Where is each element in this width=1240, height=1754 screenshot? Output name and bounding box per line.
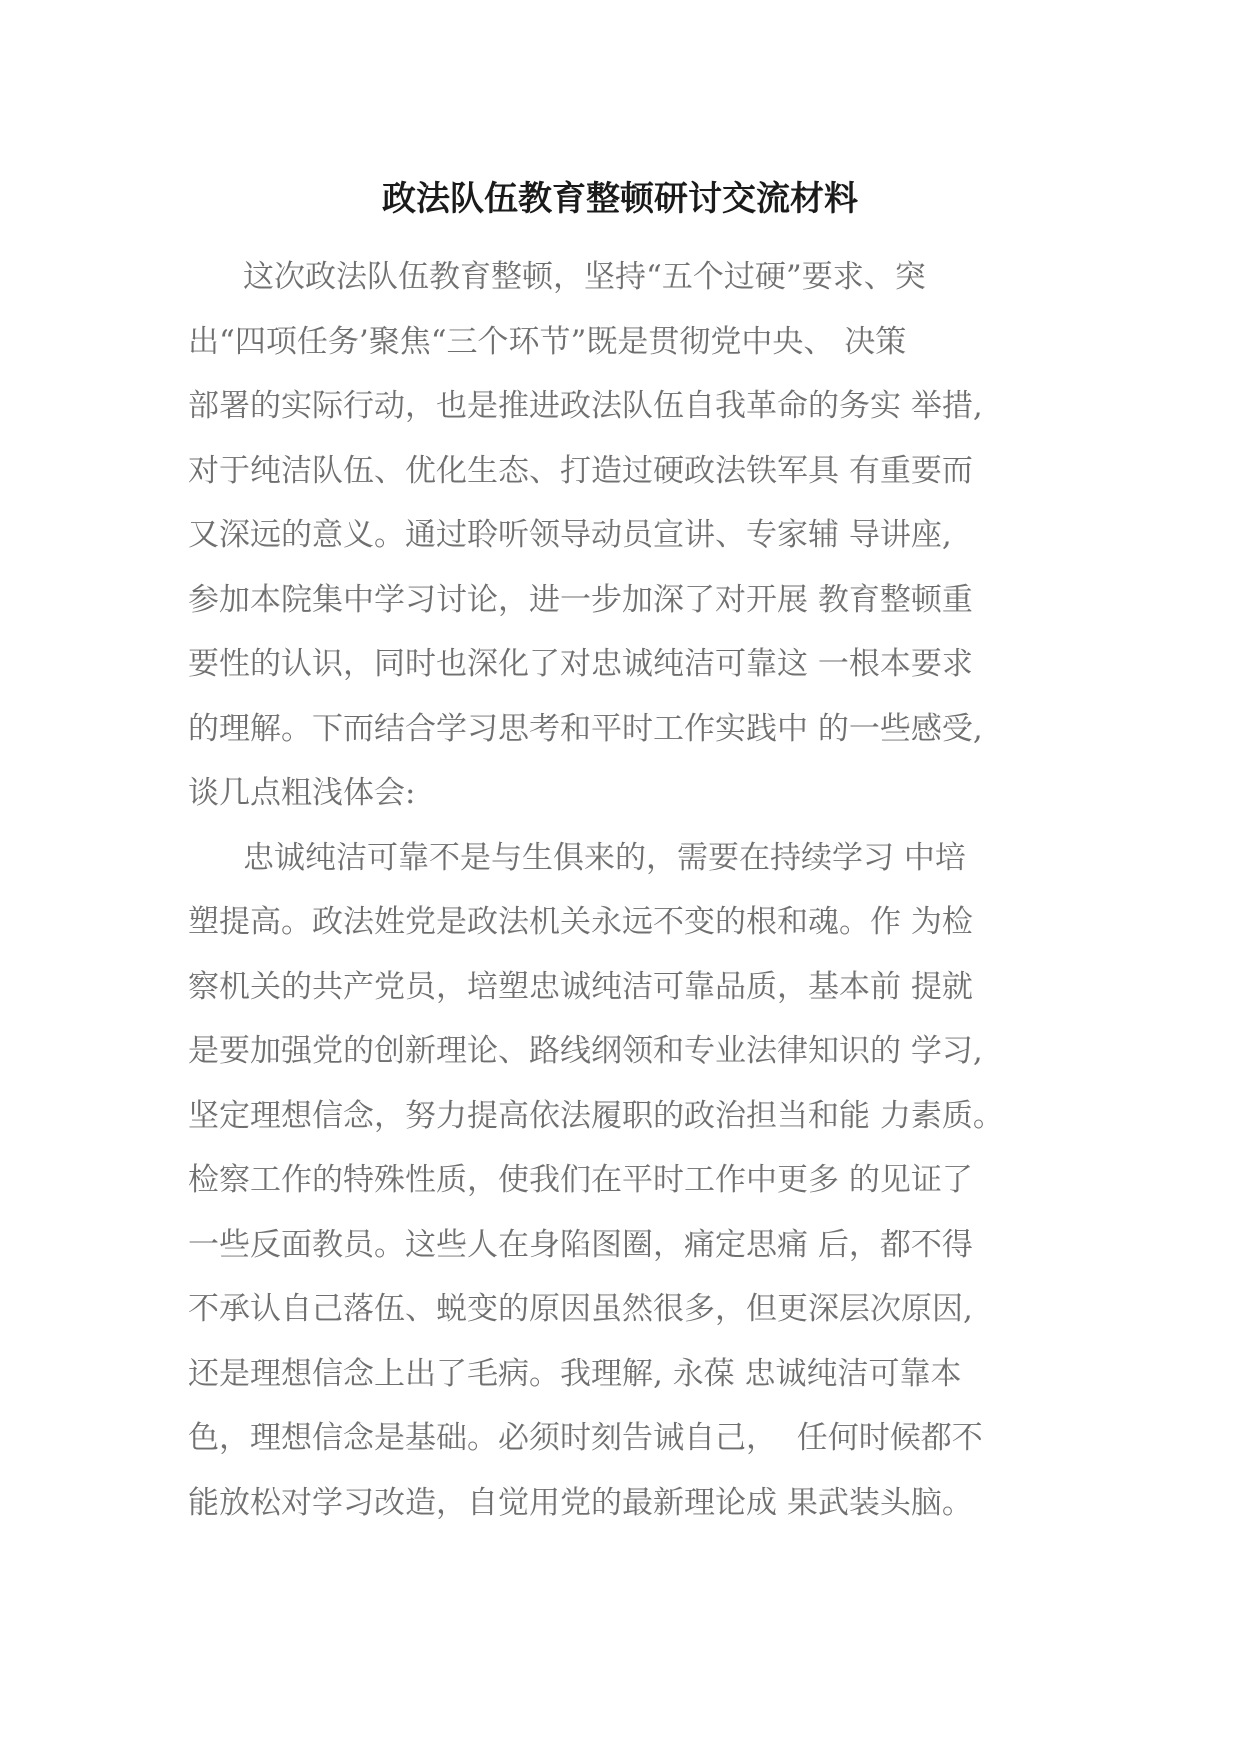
text-line: 能放松对学习改造，自觉用党的最新理论成 果武装头脑。 (188, 1484, 973, 1521)
text-line: 出“四项任务’聚焦“三个环节”既是贯彻党中央、 决策 (188, 323, 907, 360)
text-line: 是要加强党的创新理论、路线纲领和专业法律知识的 学习, (188, 1033, 983, 1069)
text-line: 还是理想信念上出了毛病。我理解, 永葆 忠诚纯洁可靠本 (188, 1355, 962, 1392)
text-line: 一些反面教员。这些人在身陷图圈，痛定思痛 后，都不得 (188, 1226, 973, 1263)
text-line: 坚定理想信念，努力提高依法履职的政治担当和能 力素质。 (188, 1097, 1004, 1134)
text-line: 的理解。下而结合学习思考和平时工作实践中 的一些感受, (188, 710, 983, 747)
text-line: 又深远的意义。通过聆听领导动员宣讲、专家辅 导讲座, (188, 517, 952, 553)
document-body (188, 245, 1068, 1535)
text-line: 谈几点粗浅体会: (188, 775, 416, 811)
text-line: 塑提高。政法姓党是政法机关永远不变的根和魂。作 为检 (188, 904, 973, 940)
text-line: 忠诚纯洁可靠不是与生俱来的，需要在持续学习 中培 (243, 839, 966, 876)
text-line: 这次政法队伍教育整顿，坚持“五个过硬”要求、突 (243, 259, 926, 295)
text-line: 部署的实际行动，也是推进政法队伍自我革命的务实 举措, (188, 388, 983, 424)
paragraph-1 (188, 245, 1068, 826)
text-line: 要性的认识，同时也深化了对忠诚纯洁可靠这 一根本要求 (188, 646, 973, 682)
text-line: 对于纯洁队伍、优化生态、打造过硬政法铁军具 有重要而 (188, 452, 973, 489)
text-line: 参加本院集中学习讨论，进一步加深了对开展 教育整顿重 (188, 581, 973, 618)
text-line: 察机关的共产党员，培塑忠诚纯洁可靠品质，基本前 提就 (188, 968, 973, 1005)
text-line: 检察工作的特殊性质，使我们在平时工作中更多 的见证了 (188, 1162, 973, 1198)
paragraph-2 (188, 826, 1068, 1536)
text-line: 色，理想信念是基础。必须时刻告诫自己， 任何时候都不 (188, 1420, 983, 1456)
document-title: 政法队伍教育整顿研讨交流材料 (382, 179, 858, 219)
text-line: 不承认自己落伍、蜕变的原因虽然很多，但更深层次原因, (188, 1291, 973, 1327)
